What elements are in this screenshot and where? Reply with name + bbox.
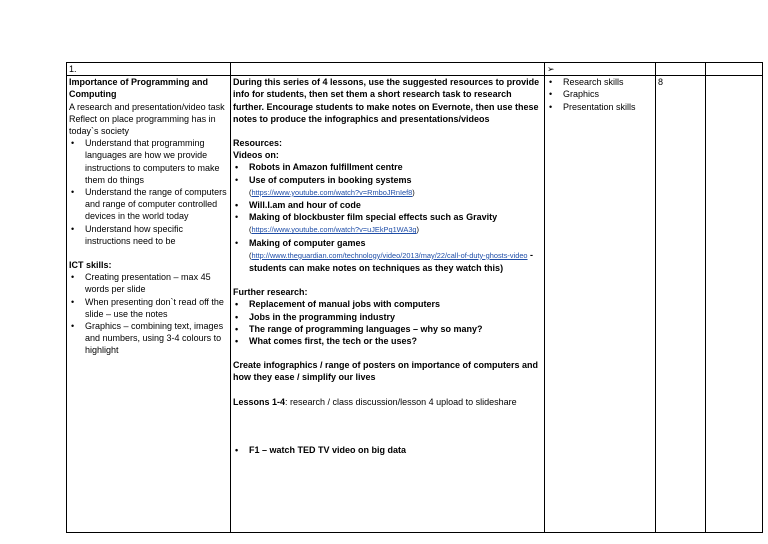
lessons-label: Lessons 1-4: [233, 396, 286, 407]
video-title: Making of computer games: [249, 237, 366, 248]
skills-cell: [545, 76, 656, 533]
video-link[interactable]: https://www.youtube.com/watch?v=RmboJRnIef8: [251, 187, 413, 197]
header-row: [67, 63, 763, 76]
list-item: • Will.I.am and hour of code: [233, 199, 542, 211]
list-item: • Graphics: [547, 88, 653, 100]
lessons-text: : research / class discussion/lesson 4 upload to slideshare: [285, 396, 517, 407]
ict-skills-list: [69, 271, 228, 356]
count-cell: 8: [656, 76, 706, 533]
list-item: • Making of computer games (http://www.theguardian.com/technology/video/2013/may/22/call-of-duty-ghosts-video - students can make notes on techniques as they watch this): [233, 237, 542, 275]
objectives-line-2: Reflect on place programming has in today`s society: [69, 113, 216, 137]
list-item: • Making of blockbuster film special effects such as Gravity (https://www.youtube.com/watch?v=uJEkPq1WA3g): [233, 211, 542, 236]
lesson-plan-table: [66, 62, 763, 533]
activities-cell: [231, 76, 545, 533]
list-item: • What comes first, the tech or the uses?: [233, 335, 542, 347]
list-item: • Graphics – combining text, images and numbers, using 3-4 colours to highlight: [69, 320, 228, 357]
objectives-cell: [67, 76, 231, 533]
list-item: • When presenting don`t read off the slide – use the notes: [69, 296, 228, 320]
video-link[interactable]: https://www.youtube.com/watch?v=uJEkPq1WA3g: [251, 225, 417, 235]
video-title: Use of computers in booking systems: [249, 174, 412, 185]
videos-list: [233, 161, 542, 274]
video-title: Making of blockbuster film special effects such as Gravity: [249, 212, 498, 223]
list-item: • Creating presentation – max 45 words per slide: [69, 271, 228, 295]
list-item: • Understand that programming languages are how we provide instructions to computers to make them do things: [69, 137, 228, 186]
content-row: [67, 76, 763, 533]
list-item: • Research skills: [547, 76, 653, 88]
list-item: • Understand the range of computers and range of computer controlled devices in the world today: [69, 186, 228, 223]
list-item: • Robots in Amazon fulfillment centre: [233, 161, 542, 173]
objectives-title: Importance of Programming and Computing: [69, 77, 209, 100]
arrow-bullet: ➢: [545, 63, 656, 76]
ict-skills-heading: ICT skills:: [69, 260, 112, 271]
list-item: • Jobs in the programming industry: [233, 311, 542, 323]
further-research-list: [233, 298, 542, 347]
list-item: • Presentation skills: [547, 101, 653, 113]
list-item: • Use of computers in booking systems (https://www.youtube.com/watch?v=RmboJRnIef8): [233, 174, 542, 199]
list-item: • Understand how specific instructions need to be: [69, 223, 228, 247]
skills-list: [547, 76, 653, 113]
list-item: • Replacement of manual jobs with computers: [233, 298, 542, 310]
lessons-line: [233, 396, 542, 408]
intro-text: During this series of 4 lessons, use the suggested resources to provide info for students, then set them a short research task to research further. Encourage students to make notes on Evernote, then use these notes to produce the infographics and presentations/videos: [233, 77, 540, 124]
video-note: - students can make notes on techniques as they watch this): [249, 249, 534, 274]
resources-heading: Resources:: [233, 138, 283, 149]
further-research-heading: Further research:: [233, 287, 308, 298]
objectives-list: [69, 137, 228, 247]
videos-heading: Videos on:: [233, 150, 279, 161]
objectives-line-1: A research and presentation/video task: [69, 101, 225, 112]
list-item: • The range of programming languages – why so many?: [233, 323, 542, 335]
video-link[interactable]: http://www.theguardian.com/technology/video/2013/may/22/call-of-duty-ghosts-video: [251, 250, 528, 260]
create-task-text: Create infographics / range of posters on importance of computers and how they ease / simplify our lives: [233, 360, 539, 383]
list-item: • F1 – watch TED TV video on big data: [233, 444, 542, 456]
f1-list: [233, 444, 542, 456]
row-number: 1.: [67, 63, 231, 76]
empty-cell: [706, 76, 763, 533]
